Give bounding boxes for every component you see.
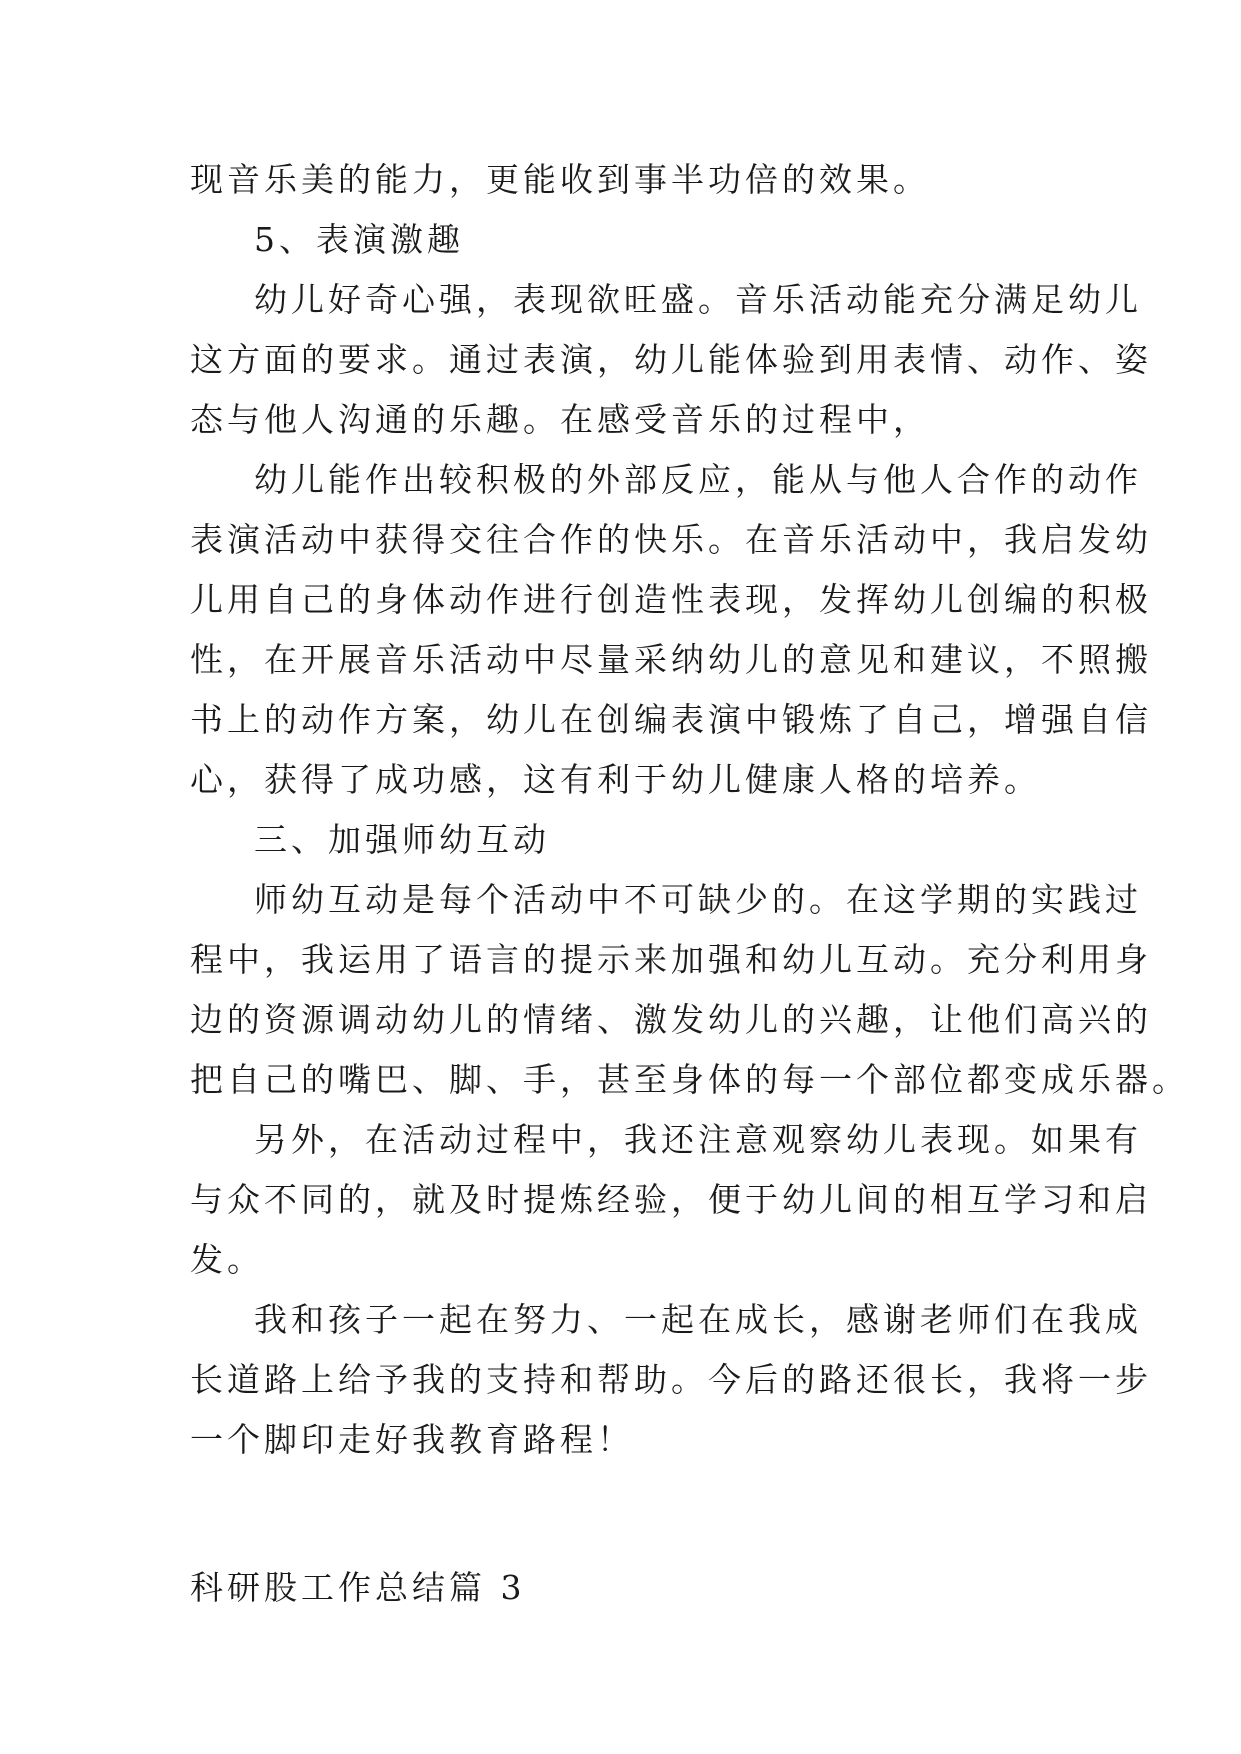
paragraph-line: 发。 [190,1240,264,1279]
paragraph-line: 表演活动中获得交往合作的快乐。在音乐活动中，我启发幼 [190,520,1152,559]
paragraph-line: 这方面的要求。通过表演，幼儿能体验到用表情、动作、姿 [190,340,1152,379]
paragraph-line: 程中，我运用了语言的提示来加强和幼儿互动。充分利用身 [190,940,1152,979]
paragraph-line: 长道路上给予我的支持和帮助。今后的路还很长，我将一步 [190,1360,1152,1399]
paragraph-line: 幼儿好奇心强，表现欲旺盛。音乐活动能充分满足幼儿 [254,280,1142,319]
document-page [190,150,1189,1618]
paragraph-line: 幼儿能作出较积极的外部反应，能从与他人合作的动作 [254,460,1142,499]
paragraph-line: 边的资源调动幼儿的情绪、激发幼儿的兴趣，让他们高兴的 [190,1000,1152,1039]
section-spacer [190,1470,1050,1558]
paragraph-line: 另外，在活动过程中，我还注意观察幼儿表现。如果有 [254,1120,1142,1159]
paragraph-line: 与众不同的，就及时提炼经验，便于幼儿间的相互学习和启 [190,1180,1152,1219]
section-heading: 科研股工作总结篇 3 [190,1568,526,1607]
paragraph-line: 师幼互动是每个活动中不可缺少的。在这学期的实践过 [254,880,1142,919]
paragraph-line: 现音乐美的能力，更能收到事半功倍的效果。 [190,160,930,199]
paragraph-line: 我和孩子一起在努力、一起在成长，感谢老师们在我成 [254,1300,1142,1339]
paragraph-line: 性，在开展音乐活动中尽量采纳幼儿的意见和建议，不照搬 [190,640,1152,679]
paragraph-line: 把自己的嘴巴、脚、手，甚至身体的每一个部位都变成乐器。 [190,1060,1189,1099]
subheading-interaction: 三、加强师幼互动 [254,820,550,859]
paragraph-line: 一个脚印走好我教育路程！ [190,1420,634,1459]
paragraph-line: 心，获得了成功感，这有利于幼儿健康人格的培养。 [190,760,1041,799]
subheading-performance: 5、表演激趣 [254,220,464,259]
paragraph-line: 儿用自己的身体动作进行创造性表现，发挥幼儿创编的积极 [190,580,1152,619]
paragraph-line: 态与他人沟通的乐趣。在感受音乐的过程中， [190,400,930,439]
paragraph-line: 书上的动作方案，幼儿在创编表演中锻炼了自己，增强自信 [190,700,1152,739]
